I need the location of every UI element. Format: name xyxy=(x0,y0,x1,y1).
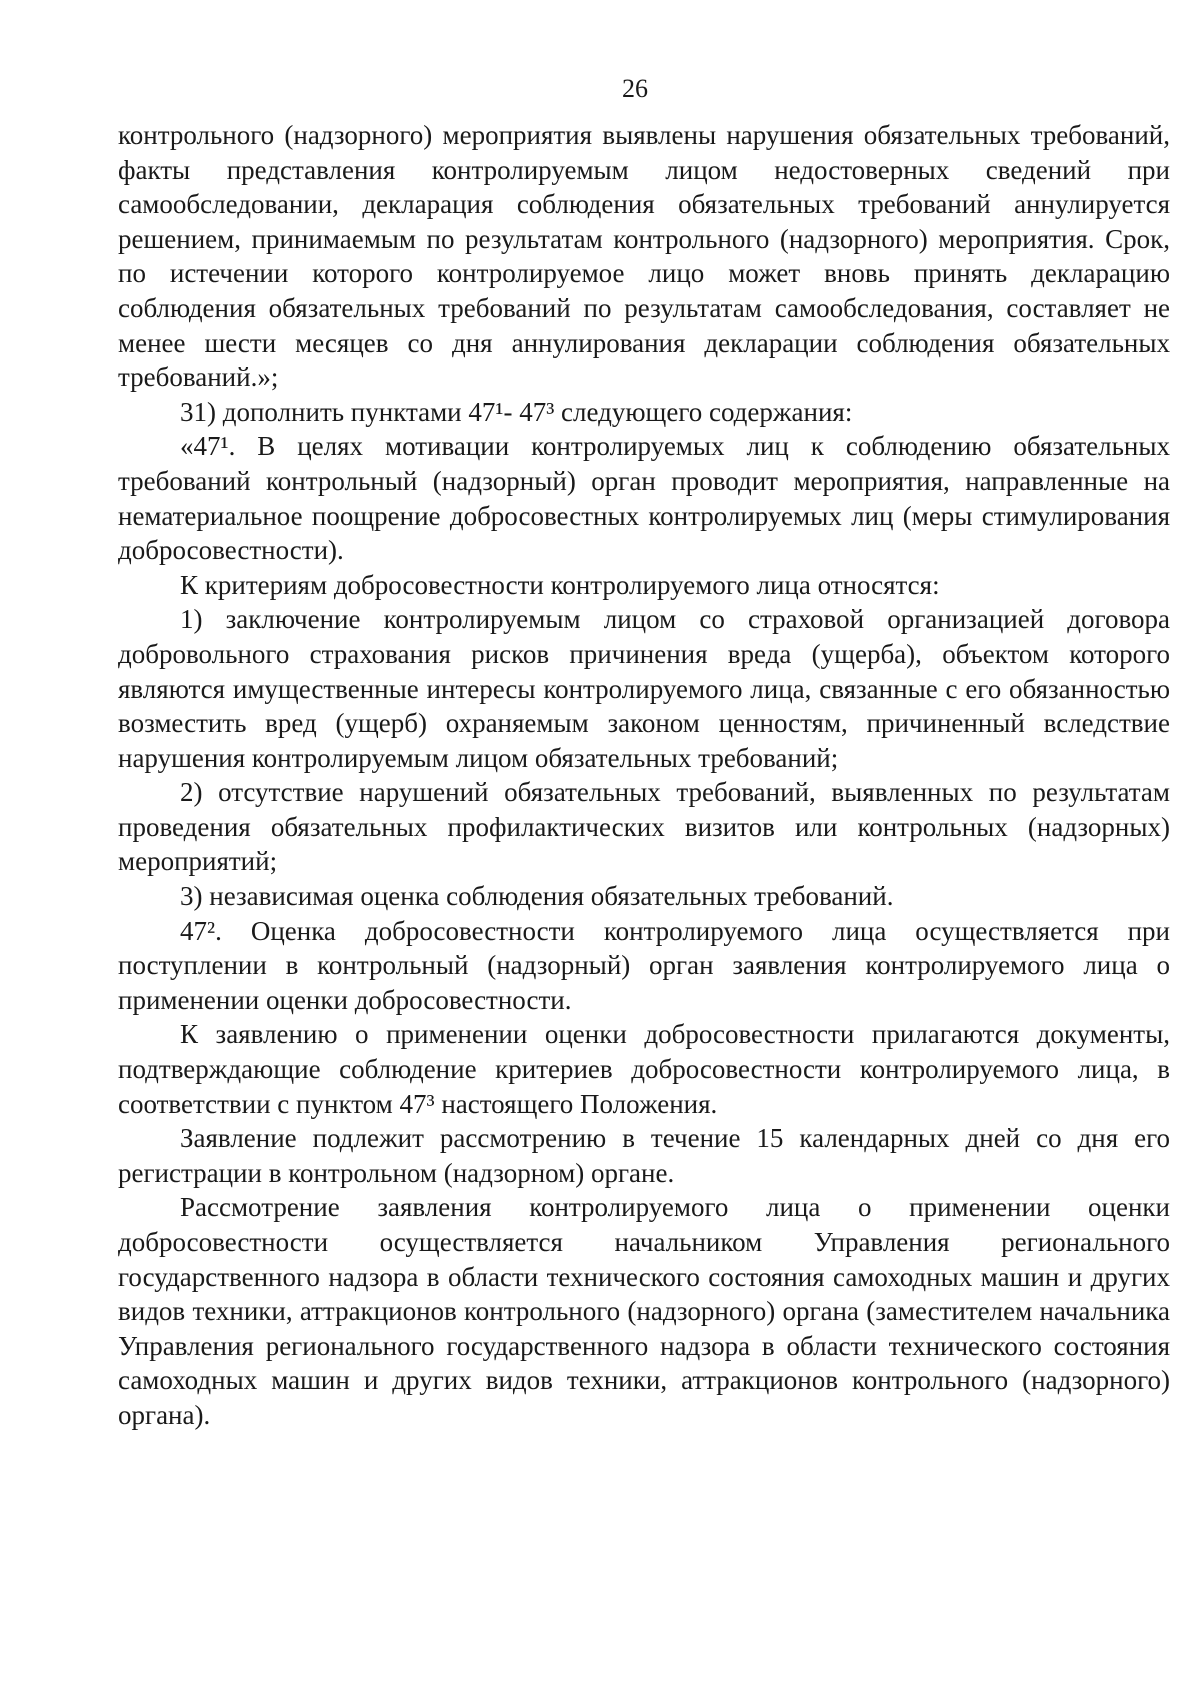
paragraph: Заявление подлежит рассмотрению в течение 15 календарных дней со дня его регистрации в контрольном (надзорном) органе. xyxy=(118,1123,1170,1188)
paragraph: 31) дополнить пунктами 47¹- 47³ следующего содержания: xyxy=(180,396,853,427)
page-number: 26 xyxy=(622,74,648,103)
document-body xyxy=(118,118,1170,1433)
paragraph: «47¹. В целях мотивации контролируемых лиц к соблюдению обязательных требований контрольный (надзорный) орган проводит мероприятия, направленные на нематериальное поощрение добросовестных контролируемых лиц (меры стимулирования добросовестности). xyxy=(118,431,1170,566)
paragraph: Рассмотрение заявления контролируемого лица о применении оценки добросовестности осуществляется начальником Управления регионального государственного надзора в области технического состояния самоходных машин и других видов техники, аттракционов контрольного (надзорного) органа (заместителем начальника Управления регионального государственного надзора в области технического состояния самоходных машин и других видов техники, аттракционов контрольного (надзорного) органа). xyxy=(118,1192,1170,1430)
paragraph: 1) заключение контролируемым лицом со страховой организацией договора добровольного страхования рисков причинения вреда (ущерба), объектом которого являются имущественные интересы контролируемого лица, связанные с его обязанностью возместить вред (ущерб) охраняемым законом ценностям, причиненный вследствие нарушения контролируемым лицом обязательных требований; xyxy=(118,604,1170,773)
paragraph: 2) отсутствие нарушений обязательных требований, выявленных по результатам проведения обязательных профилактических визитов или контрольных (надзорных) мероприятий; xyxy=(118,777,1170,877)
paragraph: К заявлению о применении оценки добросовестности прилагаются документы, подтверждающие соблюдение критериев добросовестности контролируемого лица, в соответствии с пунктом 47³ настоящего Положения. xyxy=(118,1019,1170,1119)
paragraph: контрольного (надзорного) мероприятия выявлены нарушения обязательных требований, факты представления контролируемым лицом недостоверных сведений при самообследовании, декларация соблюдения обязательных требований аннулируется решением, принимаемым по результатам контрольного (надзорного) мероприятия. Срок, по истечении которого контролируемое лицо может вновь принять декларацию соблюдения обязательных требований по результатам самообследования, составляет не менее шести месяцев со дня аннулирования декларации соблюдения обязательных требований.»; xyxy=(118,120,1170,393)
paragraph: 3) независимая оценка соблюдения обязательных требований. xyxy=(180,881,894,912)
paragraph: К критериям добросовестности контролируемого лица относятся: xyxy=(180,569,940,600)
paragraph: 47². Оценка добросовестности контролируемого лица осуществляется при поступлении в контрольный (надзорный) орган заявления контролируемого лица о применении оценки добросовестности. xyxy=(118,915,1170,1015)
